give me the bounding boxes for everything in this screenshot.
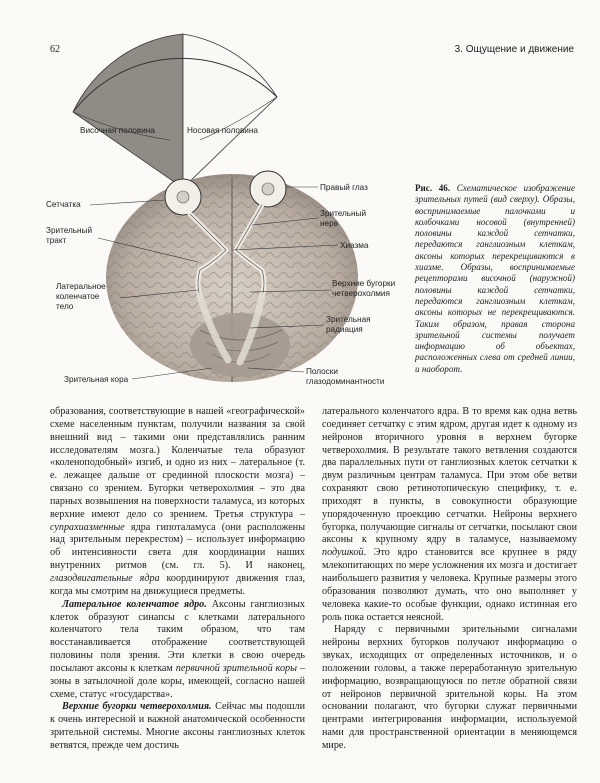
paragraph: образования, соответствующие в нашей «географической» схеме населенным пунктам, получили названия за свой внешний вид – такими они представлялись ранним исследователям мозга.) Коленчатые тела образуют «коленоподобный» изгиб, и одно из них – латеральное (т. е. лежащее дальше от срединной плоскости мозга) – связано со зрением. Бугорки четверохолмия – это два парных возвышения на поверхности таламуса, из которых верхние имеют дело со зрением. Третья структура – супрахиазменные ядра гипоталамуса (они расположены над зрительным перекрестом) – использует информацию об интенсивности света для координации наших внутренних ритмов (см. гл. 5). И наконец, глазодвигательные ядра координируют движения глаз, когда мы смотрим на движущиеся предметы. — [50, 406, 305, 597]
paragraph: латерального коленчатого ядра. В то время как одна ветвь соединяет сетчатку с этим ядром, другая идет к одному из нейронов вторичного уровня в верхнем бугорке четверохолмия. В результате такого ветвления создаются два параллельных пути от ганглиозных клеток сетчатки к двум различным центрам таламуса. При этом обе ветви сохраняют свою ретинотопическую специфику, т. е. приходят в пункты, в совокупности образующие упорядоченную проекцию сетчатки. Нейроны верхнего бугорка, получающие сигналы от сетчатки, посылают свои аксоны к крупному ядру в таламусе, называемому подушкой. Это ядро становится все крупнее в ряду млекопитающих по мере усложнения их мозга и достигает наибольшего развития у человека. Крупные размеры этого образования позволяют думать, что оно выполняет у человека какие-то особые функции, однако истинная его роль пока остается неясной. — [322, 406, 577, 623]
label-visual-cortex: Зрительная кора — [64, 375, 129, 384]
label-optic-tract: Зрительный — [46, 226, 93, 235]
temporal-field-sector — [73, 34, 183, 188]
label-lgn-2: коленчатое — [56, 292, 100, 301]
paragraph: Наряду с первичными зрительными сигналами нейроны верхних бугорков получают информацию о звуках, исходящих от определенных источников, и о положении головы, а также переработанную зрительную информацию, возвращающуюся по петле обратной связи от нейронов первичной зрительной коры. На этом основании полагают, что бугорки служат первичными центрами интегрирования информации, используемой нами для пространственной ориентации в меняющемся мире. — [322, 624, 577, 751]
run-in-heading: Верхние бугорки четверохолмия. — [62, 701, 212, 713]
label-optic-radiation-2: радиация — [326, 325, 363, 334]
page-number: 62 — [50, 44, 60, 55]
nasal-field-sector — [183, 34, 277, 188]
cerebellum — [190, 313, 290, 377]
label-retina: Сетчатка — [46, 200, 81, 209]
label-optic-radiation: Зрительная — [326, 315, 371, 324]
text-column-right — [322, 406, 577, 753]
paragraph: Латеральное коленчатое ядро. Аксоны ганглиозных клеток образуют синапсы с клетками латерального коленчатого тела таким образом, что там восстанавливается отображение соответствующей половины поля зрения. Эти клетки в свою очередь посылают аксоны к клеткам первичной зрительной коры – зоны в затылочной доле коры, имеющей, согласно нашей схеме, статус «государства». — [50, 598, 305, 700]
label-nasal-half: Носовая половина — [187, 126, 258, 135]
running-head: 3. Ощущение и движение — [454, 44, 574, 55]
label-chiasm: Хиазма — [340, 241, 369, 250]
label-optic-nerve: Зрительный — [320, 209, 367, 218]
label-superior-colliculi: Верхние бугорки — [332, 279, 396, 288]
label-ocular-dominance: Полоски — [306, 367, 338, 376]
label-optic-tract-2: тракт — [46, 236, 67, 245]
label-temporal-half: Височная половина — [80, 126, 155, 135]
paragraph: Верхние бугорки четверохолмия. Сейчас мы подошли к очень интересной и важной анатомической особенности зрительной системы. Многие аксоны ганглиозных клеток ветвятся, прежде чем достичь — [50, 701, 306, 751]
label-lgn: Латеральное — [56, 282, 106, 291]
caption-number: Рис. 46. — [415, 183, 451, 193]
label-optic-nerve-2: нерв — [320, 219, 338, 228]
figure-caption — [415, 183, 575, 375]
label-right-eye: Правый глаз — [320, 183, 368, 192]
label-lgn-3: тело — [56, 302, 74, 311]
run-in-heading: Латеральное коленчатое ядро. — [62, 598, 207, 610]
text-column-left — [50, 406, 305, 753]
label-ocular-dominance-2: глазодоминантности — [306, 377, 385, 386]
caption-text: Схематическое изображение зрительных путей (вид сверху). Образы, воспринимаемые палочками и колбочками носовой (внутренней) половины каждой сетчатки, передаются ганглиозным клеткам, аксоны которых перекрещиваются в хиазме. Образы, воспринимаемые рецепторами височной (наружной) половины каждой сетчатки, передаются ганглиозным клеткам, аксоны которых не перекрещиваются. Таким образом, правая сторона зрительной системы получает информацию об объектах, расположенных слева от средней линии, и наоборот. — [415, 183, 575, 374]
label-superior-colliculi-2: четверохолмия — [332, 289, 390, 298]
